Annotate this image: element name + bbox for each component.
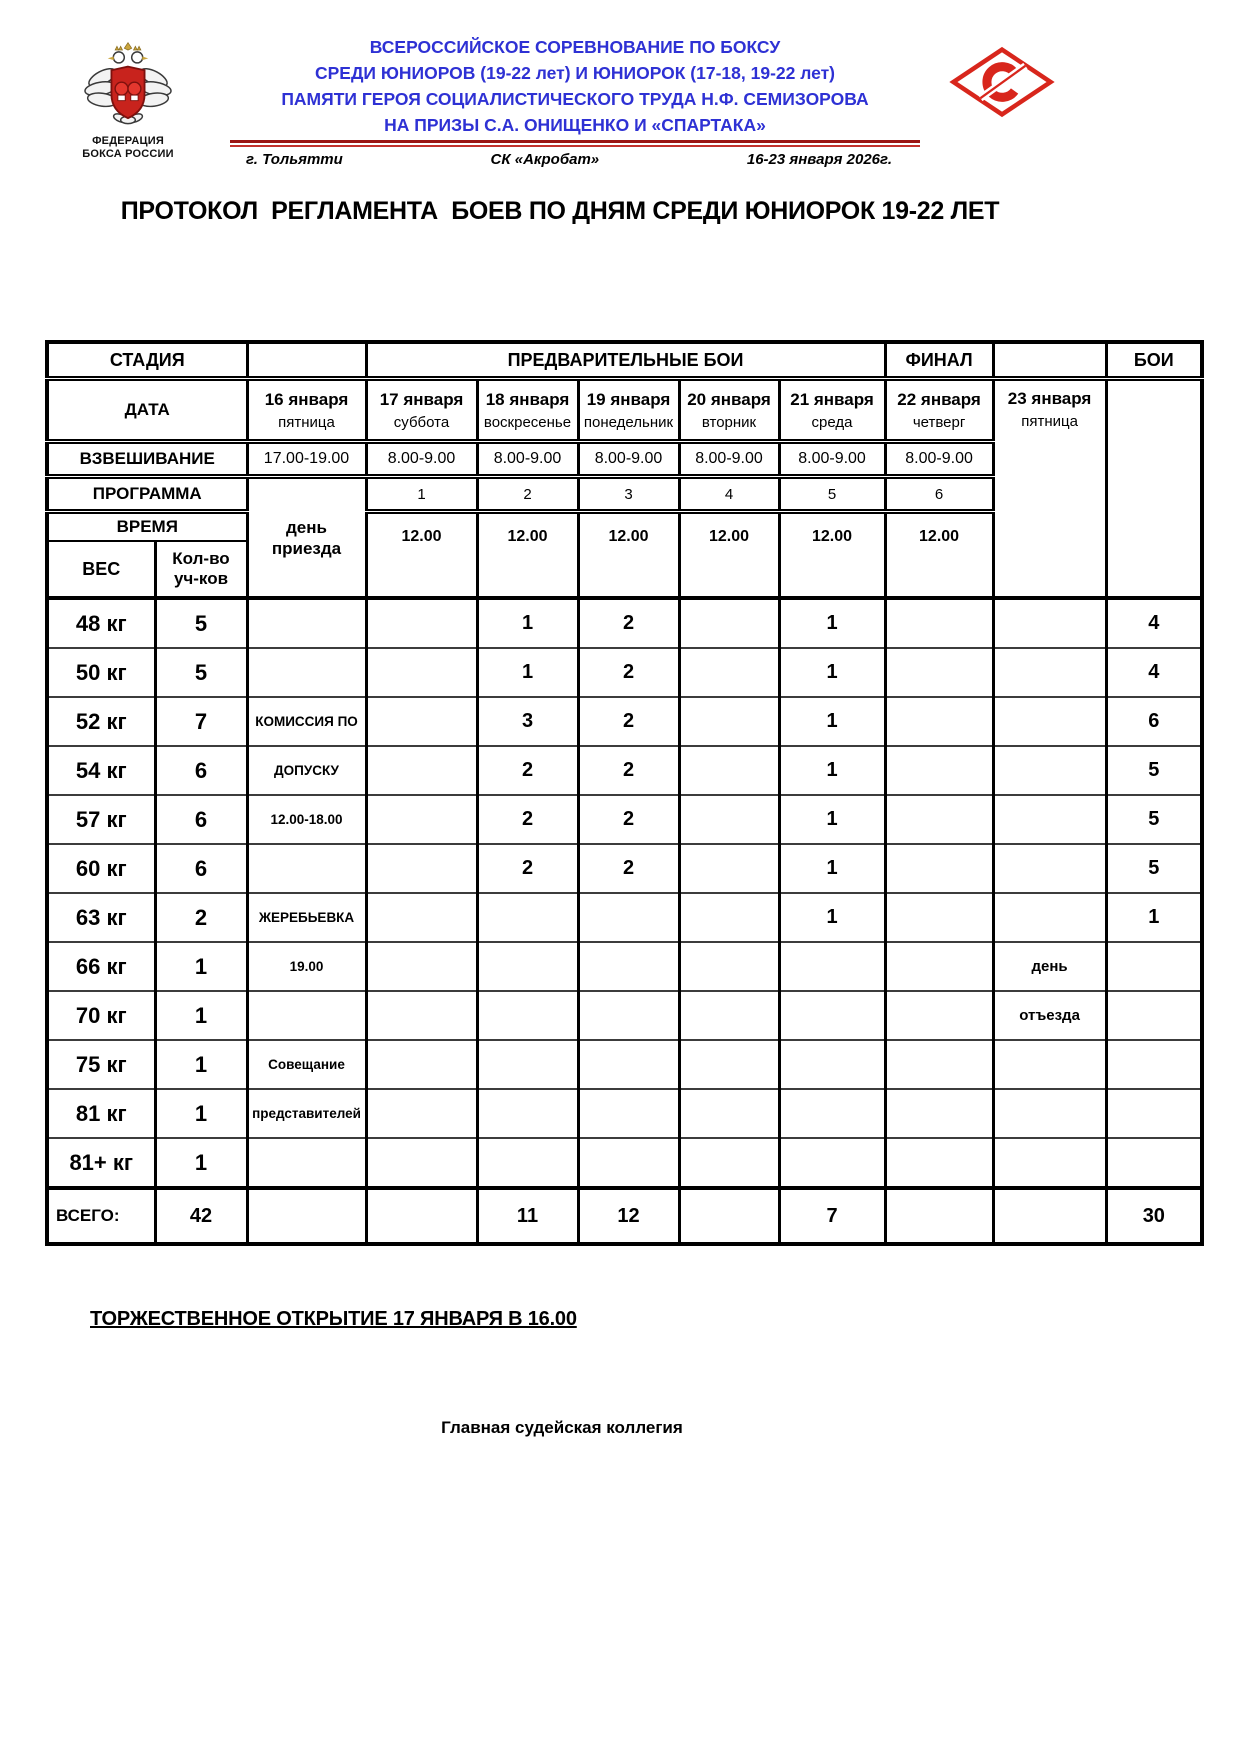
weighing-time: 8.00-9.00 (779, 442, 885, 477)
date-row (47, 379, 1202, 442)
cell-d20 (679, 746, 779, 795)
cell-bouts (1106, 1138, 1202, 1188)
preliminary-bouts-cell: ПРЕДВАРИТЕЛЬНЫЕ БОИ (366, 342, 885, 379)
cell-d18 (477, 1040, 578, 1089)
weight-row (47, 844, 1202, 893)
cell-weight: 81+ кг (47, 1138, 155, 1188)
cell-d21 (779, 1040, 885, 1089)
cell-d17 (366, 1089, 477, 1138)
total-d22 (885, 1188, 993, 1244)
cell-d21: 1 (779, 697, 885, 746)
program-label-cell: ПРОГРАММА (47, 477, 247, 512)
day-header-16 (247, 379, 366, 442)
day-date: 17 января (379, 389, 464, 409)
cell-d22 (885, 991, 993, 1040)
cell-d22 (885, 795, 993, 844)
weighing-time: 8.00-9.00 (679, 442, 779, 477)
day-header-20 (679, 379, 779, 442)
cell-c16 (247, 598, 366, 648)
program-number: 2 (477, 477, 578, 512)
cell-d18 (477, 893, 578, 942)
weight-row (47, 598, 1202, 648)
signature-line: Главная судейская коллегия (441, 1418, 683, 1437)
day-header-17 (366, 379, 477, 442)
day-weekday: четверг (912, 413, 966, 431)
day-weekday: понедельник (583, 413, 674, 431)
program-number: 3 (578, 477, 679, 512)
date-label-cell: ДАТА (47, 379, 247, 442)
cell-d17 (366, 1138, 477, 1188)
title-line-4: НА ПРИЗЫ С.А. ОНИЩЕНКО И «СПАРТАКА» (384, 115, 766, 135)
cell-c16: представителей (247, 1089, 366, 1138)
opening-ceremony-note: ТОРЖЕСТВЕННОЕ ОТКРЫТИЕ 17 ЯНВАРЯ В 16.00 (90, 1308, 577, 1330)
total-d19: 12 (578, 1188, 679, 1244)
cell-c16: ДОПУСКУ (247, 746, 366, 795)
total-bouts: 30 (1106, 1188, 1202, 1244)
schedule-table (45, 340, 1204, 1246)
cell-d18: 3 (477, 697, 578, 746)
total-count: 42 (155, 1188, 247, 1244)
day-date: 19 января (586, 389, 671, 409)
cell-d19 (578, 893, 679, 942)
cell-d18 (477, 1138, 578, 1188)
total-label-cell: ВСЕГО: (47, 1188, 155, 1244)
cell-d19: 2 (578, 648, 679, 697)
spartak-logo-block (948, 46, 1056, 123)
cell-d18: 1 (477, 648, 578, 697)
cell-d21: 1 (779, 746, 885, 795)
weight-row (47, 746, 1202, 795)
cell-d23 (993, 844, 1106, 893)
weight-row (47, 893, 1202, 942)
cell-d19: 2 (578, 844, 679, 893)
cell-weight: 66 кг (47, 942, 155, 991)
cell-c16 (247, 991, 366, 1040)
table-header-rows (47, 342, 1202, 598)
day-date: 18 января (485, 389, 570, 409)
stage-label-cell: СТАДИЯ (47, 342, 247, 379)
cell-d17 (366, 648, 477, 697)
session-time: 12.00 (779, 512, 885, 599)
document-title: ПРОТОКОЛ РЕГЛАМЕНТА БОЕВ ПО ДНЯМ СРЕДИ ЮНИОРОК 19-22 ЛЕТ (120, 197, 1000, 225)
cell-d19 (578, 942, 679, 991)
cell-d23 (993, 795, 1106, 844)
cell-bouts: 4 (1106, 648, 1202, 697)
cell-d23 (993, 1138, 1106, 1188)
bouts-header-cell: БОИ (1106, 342, 1202, 379)
empty-cell (247, 342, 366, 379)
weight-row (47, 648, 1202, 697)
cell-weight: 81 кг (47, 1089, 155, 1138)
cell-c16: 12.00-18.00 (247, 795, 366, 844)
day-weekday: среда (811, 413, 853, 431)
competition-title (230, 34, 920, 138)
cell-weight: 75 кг (47, 1040, 155, 1089)
day-header-18 (477, 379, 578, 442)
cell-bouts (1106, 1040, 1202, 1089)
cell-d20 (679, 598, 779, 648)
cell-count: 5 (155, 648, 247, 697)
cell-d19: 2 (578, 746, 679, 795)
cell-d20 (679, 991, 779, 1040)
arrival-line2: приезда (271, 538, 342, 558)
total-section (47, 1188, 1202, 1244)
cell-weight: 60 кг (47, 844, 155, 893)
cell-d21 (779, 1138, 885, 1188)
arrival-day-cell (247, 477, 366, 599)
day-header-21 (779, 379, 885, 442)
venue-city: г. Тольятти (246, 151, 343, 168)
total-d18: 11 (477, 1188, 578, 1244)
cell-d19 (578, 991, 679, 1040)
cell-d20 (679, 1089, 779, 1138)
cell-d23 (993, 893, 1106, 942)
cell-bouts (1106, 991, 1202, 1040)
cell-c16: КОМИССИЯ ПО (247, 697, 366, 746)
cell-d21 (779, 1089, 885, 1138)
cell-count: 5 (155, 598, 247, 648)
cell-d20 (679, 795, 779, 844)
session-time: 12.00 (477, 512, 578, 599)
cell-d17 (366, 746, 477, 795)
program-number: 6 (885, 477, 993, 512)
cell-d18: 1 (477, 598, 578, 648)
cell-d18 (477, 942, 578, 991)
cell-d22 (885, 1040, 993, 1089)
day-weekday: суббота (393, 413, 450, 431)
empty-cell (1106, 379, 1202, 599)
day-date: 22 января (897, 389, 981, 409)
cell-d23 (993, 1089, 1106, 1138)
cell-d21: 1 (779, 844, 885, 893)
title-line-1: ВСЕРОССИЙСКОЕ СОРЕВНОВАНИЕ ПО БОКСУ (369, 37, 781, 57)
venue-dates: 16-23 января 2026г. (746, 151, 892, 168)
day-date: 21 января (790, 389, 874, 409)
cell-d23 (993, 1040, 1106, 1089)
session-time: 12.00 (679, 512, 779, 599)
cell-d20 (679, 697, 779, 746)
day-date: 20 января (687, 389, 771, 409)
cell-d17 (366, 844, 477, 893)
count-line1: Кол-во (172, 549, 230, 568)
program-number: 4 (679, 477, 779, 512)
cell-count: 6 (155, 795, 247, 844)
weight-label-cell: ВЕС (47, 541, 155, 598)
federation-caption (68, 135, 188, 161)
cell-d23 (993, 697, 1106, 746)
total-d23 (993, 1188, 1106, 1244)
cell-d19 (578, 1138, 679, 1188)
cell-d21: 1 (779, 795, 885, 844)
weight-row (47, 1089, 1202, 1138)
program-number: 1 (366, 477, 477, 512)
cell-c16 (247, 1138, 366, 1188)
venue-club: СК «Акробат» (490, 151, 600, 168)
cell-d23 (993, 648, 1106, 697)
cell-c16: 19.00 (247, 942, 366, 991)
cell-d17 (366, 795, 477, 844)
cell-d18: 2 (477, 844, 578, 893)
cell-bouts: 5 (1106, 746, 1202, 795)
day-weekday: воскресенье (483, 413, 572, 431)
weight-row (47, 795, 1202, 844)
cell-c16 (247, 844, 366, 893)
cell-count: 1 (155, 1138, 247, 1188)
federation-logo-block (68, 42, 188, 161)
cell-c16: ЖЕРЕБЬЕВКА (247, 893, 366, 942)
cell-d22 (885, 697, 993, 746)
session-time: 12.00 (578, 512, 679, 599)
cell-d22 (885, 893, 993, 942)
cell-count: 1 (155, 942, 247, 991)
title-line-2: СРЕДИ ЮНИОРОВ (19-22 лет) И ЮНИОРОК (17-18, 19-22 лет) (314, 63, 836, 83)
day-weekday: пятница (1021, 413, 1078, 430)
cell-count: 7 (155, 697, 247, 746)
stage-row (47, 342, 1202, 379)
total-c16 (247, 1188, 366, 1244)
cell-d22 (885, 598, 993, 648)
cell-d17 (366, 697, 477, 746)
weighing-time: 17.00-19.00 (247, 442, 366, 477)
weight-row (47, 1040, 1202, 1089)
total-row (47, 1188, 1202, 1244)
cell-d23: отъезда (993, 991, 1106, 1040)
cell-d21: 1 (779, 598, 885, 648)
weighing-time: 8.00-9.00 (477, 442, 578, 477)
cell-d20 (679, 648, 779, 697)
cell-c16: Совещание (247, 1040, 366, 1089)
count-line2: уч-ков (173, 569, 229, 588)
weight-row (47, 1138, 1202, 1188)
cell-d17 (366, 1040, 477, 1089)
cell-bouts: 6 (1106, 697, 1202, 746)
cell-weight: 70 кг (47, 991, 155, 1040)
cell-d19: 2 (578, 795, 679, 844)
total-d20 (679, 1188, 779, 1244)
cell-d17 (366, 598, 477, 648)
cell-weight: 57 кг (47, 795, 155, 844)
cell-weight: 63 кг (47, 893, 155, 942)
header-divider-rule (230, 140, 920, 147)
session-time: 12.00 (366, 512, 477, 599)
cell-d22 (885, 942, 993, 991)
arrival-line1: день (286, 517, 327, 537)
cell-count: 6 (155, 844, 247, 893)
time-label-cell: ВРЕМЯ (47, 512, 247, 542)
cell-d22 (885, 1138, 993, 1188)
cell-d20 (679, 1040, 779, 1089)
cell-d22 (885, 648, 993, 697)
cell-bouts: 5 (1106, 844, 1202, 893)
total-d21: 7 (779, 1188, 885, 1244)
final-cell: ФИНАЛ (885, 342, 993, 379)
cell-weight: 50 кг (47, 648, 155, 697)
venue-row (230, 151, 920, 168)
day-header-23 (993, 379, 1106, 599)
cell-d23: день (993, 942, 1106, 991)
cell-d18 (477, 991, 578, 1040)
cell-d21: 1 (779, 648, 885, 697)
cell-d18: 2 (477, 746, 578, 795)
cell-bouts (1106, 942, 1202, 991)
cell-weight: 54 кг (47, 746, 155, 795)
cell-d21: 1 (779, 893, 885, 942)
cell-d22 (885, 844, 993, 893)
day-weekday: вторник (701, 413, 757, 431)
schedule-table-wrap (45, 340, 1204, 1246)
day-header-22 (885, 379, 993, 442)
weight-row (47, 942, 1202, 991)
cell-d20 (679, 942, 779, 991)
cell-d23 (993, 746, 1106, 795)
russian-boxing-federation-emblem-icon (82, 42, 174, 128)
cell-d18 (477, 1089, 578, 1138)
cell-d19 (578, 1089, 679, 1138)
day-date: 23 января (1007, 389, 1092, 408)
day-weekday: пятница (278, 413, 335, 431)
weighing-time: 8.00-9.00 (578, 442, 679, 477)
cell-bouts (1106, 1089, 1202, 1138)
cell-d21 (779, 991, 885, 1040)
cell-count: 2 (155, 893, 247, 942)
cell-d20 (679, 1138, 779, 1188)
cell-count: 1 (155, 1089, 247, 1138)
program-number: 5 (779, 477, 885, 512)
cell-d23 (993, 598, 1106, 648)
cell-count: 6 (155, 746, 247, 795)
cell-d18: 2 (477, 795, 578, 844)
cell-d22 (885, 1089, 993, 1138)
federation-caption-line1: ФЕДЕРАЦИЯ (92, 135, 164, 147)
cell-d20 (679, 893, 779, 942)
cell-bouts: 1 (1106, 893, 1202, 942)
count-label-cell (155, 541, 247, 598)
cell-d19 (578, 1040, 679, 1089)
cell-weight: 52 кг (47, 697, 155, 746)
weighing-label-cell: ВЗВЕШИВАНИЕ (47, 442, 247, 477)
cell-d21 (779, 942, 885, 991)
weight-category-rows (47, 598, 1202, 1188)
cell-d17 (366, 893, 477, 942)
weighing-time: 8.00-9.00 (366, 442, 477, 477)
empty-cell (993, 342, 1106, 379)
cell-d22 (885, 746, 993, 795)
cell-c16 (247, 648, 366, 697)
cell-d17 (366, 942, 477, 991)
cell-d17 (366, 991, 477, 1040)
cell-count: 1 (155, 991, 247, 1040)
cell-d19: 2 (578, 697, 679, 746)
total-d17 (366, 1188, 477, 1244)
cell-weight: 48 кг (47, 598, 155, 648)
federation-caption-line2: БОКСА РОССИИ (82, 148, 174, 160)
day-date: 16 января (264, 389, 349, 409)
title-line-3: ПАМЯТИ ГЕРОЯ СОЦИАЛИСТИЧЕСКОГО ТРУДА Н.Ф. СЕМИЗОРОВА (281, 89, 869, 109)
day-header-19 (578, 379, 679, 442)
cell-d20 (679, 844, 779, 893)
spartak-society-logo-icon (948, 46, 1056, 118)
weight-row (47, 697, 1202, 746)
cell-d19: 2 (578, 598, 679, 648)
cell-count: 1 (155, 1040, 247, 1089)
cell-bouts: 5 (1106, 795, 1202, 844)
weight-row (47, 991, 1202, 1040)
session-time: 12.00 (885, 512, 993, 599)
weighing-time: 8.00-9.00 (885, 442, 993, 477)
cell-bouts: 4 (1106, 598, 1202, 648)
